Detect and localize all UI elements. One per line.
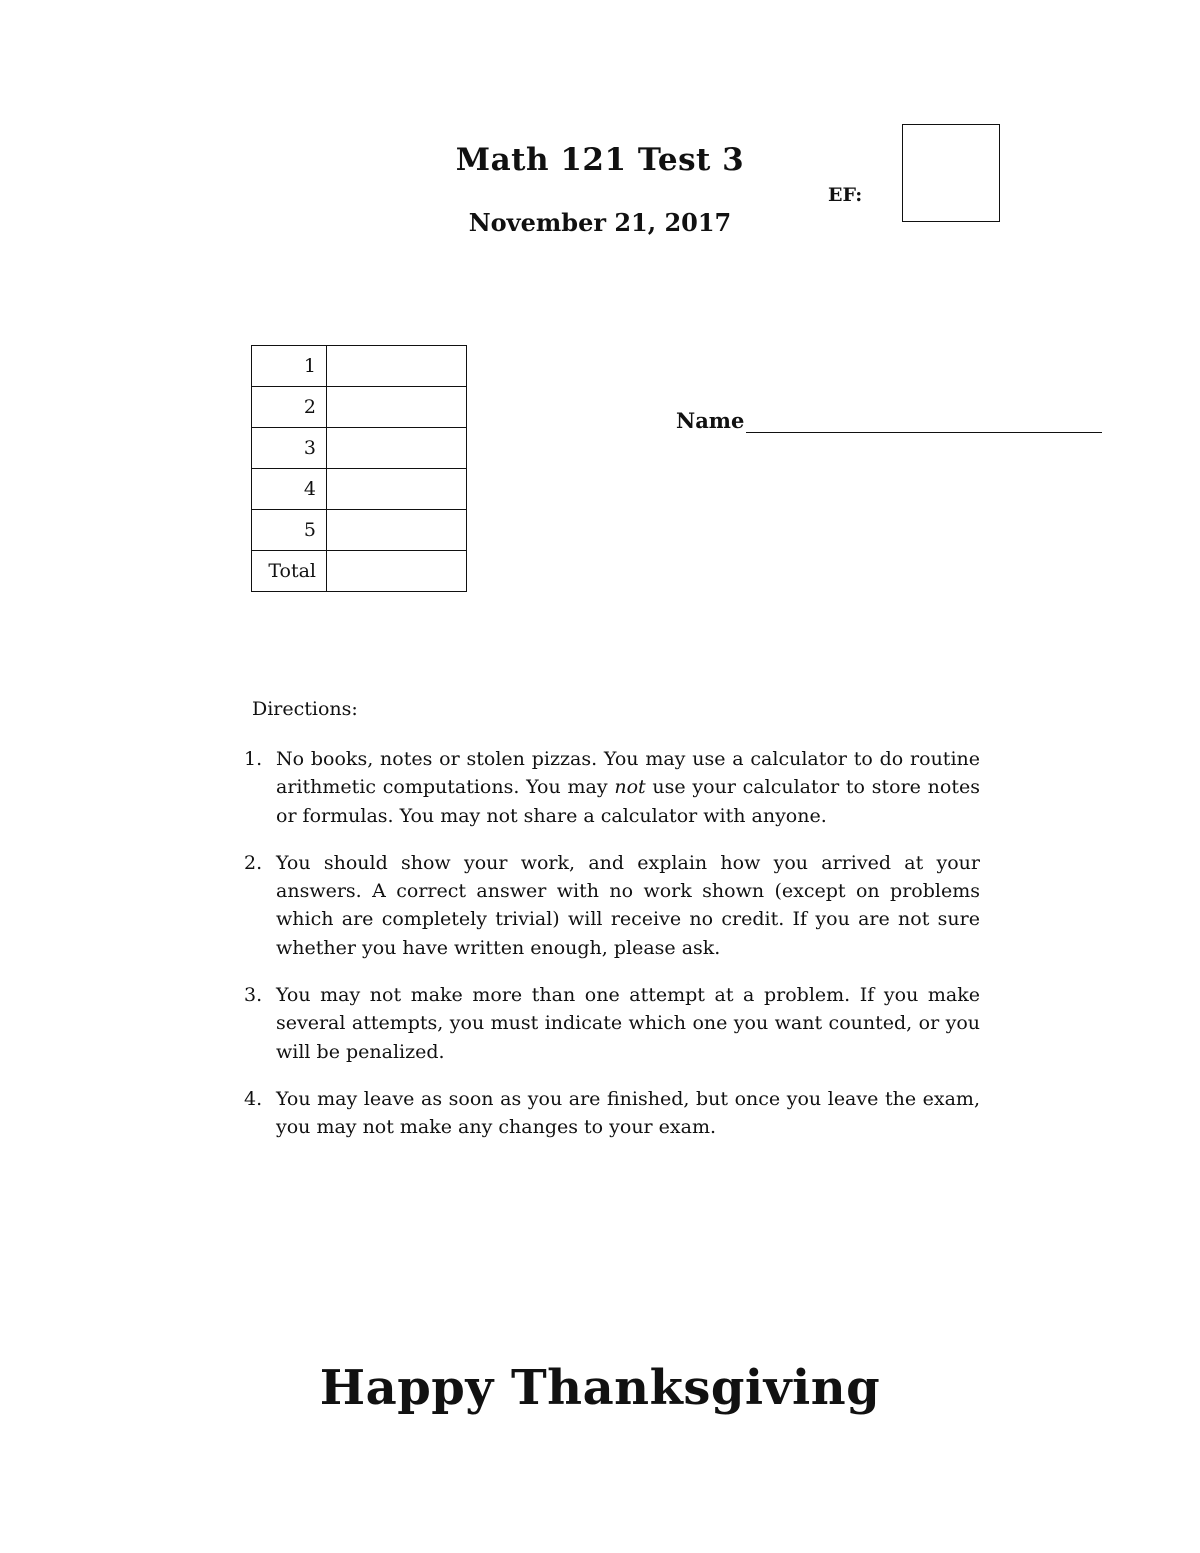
direction-text: You may leave as soon as you are finished, but once you leave the exam, you may not make any changes to your exam. — [276, 1087, 980, 1139]
score-cell[interactable] — [327, 510, 467, 551]
name-field — [676, 408, 1102, 433]
direction-number: 2. — [244, 851, 263, 874]
score-row — [252, 469, 467, 510]
score-cell[interactable] — [327, 428, 467, 469]
direction-emphasis: not — [614, 776, 646, 799]
direction-number: 1. — [244, 748, 263, 770]
score-cell[interactable] — [327, 469, 467, 510]
page-title: Math 121 Test 3 — [455, 142, 745, 178]
direction-number: 3. — [244, 984, 263, 1007]
direction-text: No books, notes or stolen pizzas. You may use a calculator to do routine arithmetic computations. You may not use your calculator to store notes or formulas. You may not share a calculator with anyone. — [276, 748, 980, 827]
score-row — [252, 510, 467, 551]
footer-message: Happy Thanksgiving — [319, 1360, 881, 1416]
score-row-label: 4 — [252, 469, 327, 510]
score-row — [252, 387, 467, 428]
score-row-total — [252, 551, 467, 592]
direction-text: You may not make more than one attempt at a problem. If you make several attempts, you must indicate which one you want counted, or you will be penalized. — [276, 984, 980, 1063]
direction-text: You should show your work, and explain how you arrived at your answers. A correct answer with no work shown (except on problems which are completely trivial) will receive no credit. If you are not sure whether you have written enough, please ask. — [276, 851, 980, 959]
direction-item — [244, 849, 980, 962]
direction-item — [244, 745, 980, 830]
score-row-label: Total — [252, 551, 327, 592]
score-row — [252, 346, 467, 387]
score-cell[interactable] — [327, 346, 467, 387]
name-line[interactable] — [746, 410, 1102, 433]
ef-box[interactable] — [902, 124, 1000, 222]
score-row-label: 2 — [252, 387, 327, 428]
score-table — [251, 345, 467, 592]
score-row-label: 5 — [252, 510, 327, 551]
name-label: Name — [676, 408, 745, 433]
direction-item — [244, 1085, 980, 1142]
ef-label: EF: — [828, 184, 863, 206]
directions-list — [244, 745, 980, 1161]
direction-number: 4. — [244, 1087, 263, 1110]
test-date: November 21, 2017 — [468, 208, 732, 237]
score-row — [252, 428, 467, 469]
score-cell[interactable] — [327, 387, 467, 428]
directions-title: Directions: — [252, 698, 358, 720]
score-row-label: 3 — [252, 428, 327, 469]
direction-item — [244, 981, 980, 1066]
score-cell-total[interactable] — [327, 551, 467, 592]
score-row-label: 1 — [252, 346, 327, 387]
